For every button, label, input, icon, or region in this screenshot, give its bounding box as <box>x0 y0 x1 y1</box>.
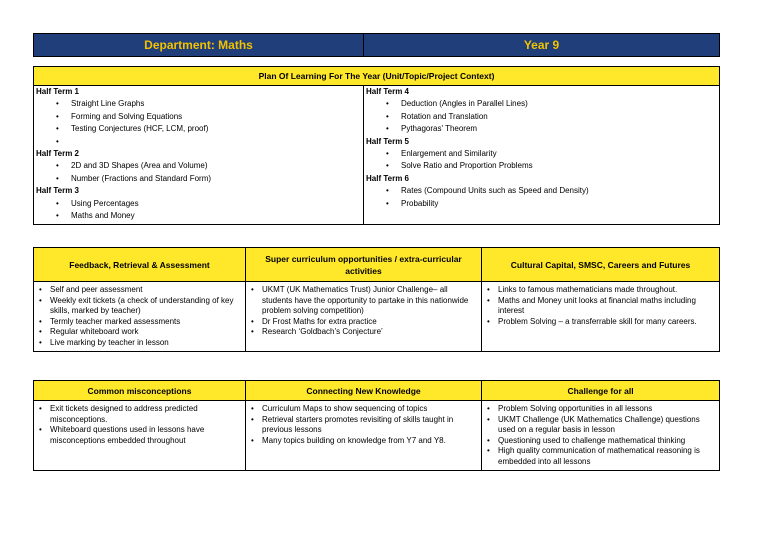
super-curriculum-list <box>248 285 479 338</box>
challenge-cell <box>482 401 720 471</box>
list-item: • UKMT (UK Mathematics Trust) Junior Challenge– all students have the opportunity to partake in this nationwide problem solving competition) <box>248 285 479 317</box>
topic-item: • 2D and 3D Shapes (Area and Volume) <box>36 160 361 172</box>
list-item: • Problem Solving – a transferrable skill for many careers. <box>484 317 717 328</box>
cultural-capital-header: Cultural Capital, SMSC, Careers and Futures <box>482 248 720 282</box>
feedback-list <box>36 285 243 348</box>
list-item: • High quality communication of mathematical reasoning is embedded into all lessons <box>484 446 717 467</box>
list-item: • Regular whiteboard work <box>36 327 243 338</box>
challenge-list <box>484 404 717 467</box>
plan-of-learning-table <box>33 66 720 225</box>
plan-title: Plan Of Learning For The Year (Unit/Topic/Project Context) <box>34 67 720 86</box>
topic-item: • Straight Line Graphs <box>36 98 361 110</box>
connecting-knowledge-cell <box>246 401 482 471</box>
list-item: • Retrieval starters promotes revisiting of skills taught in previous lessons <box>248 415 479 436</box>
plan-left-column <box>34 86 364 225</box>
list-item: • Self and peer assessment <box>36 285 243 296</box>
feedback-cell <box>34 282 246 352</box>
half-term-list <box>366 98 717 135</box>
year-title: Year 9 <box>364 34 720 57</box>
challenge-header: Challenge for all <box>482 381 720 401</box>
topic-item: • Rates (Compound Units such as Speed and Density) <box>366 185 717 197</box>
topic-item: • Forming and Solving Equations <box>36 111 361 123</box>
list-item: • Problem Solving opportunities in all lessons <box>484 404 717 415</box>
cultural-capital-list <box>484 285 717 327</box>
connecting-knowledge-header: Connecting New Knowledge <box>246 381 482 401</box>
topic-item: • Pythagoras' Theorem <box>366 123 717 135</box>
misconceptions-header: Common misconceptions <box>34 381 246 401</box>
misconceptions-list <box>36 404 243 446</box>
half-term-list <box>36 198 361 223</box>
header-table <box>33 33 720 57</box>
topic-item: • Rotation and Translation <box>366 111 717 123</box>
half-term-title: Half Term 4 <box>366 87 409 96</box>
list-item: • Curriculum Maps to show sequencing of topics <box>248 404 479 415</box>
plan-right-column <box>364 86 720 225</box>
topic-item: • Probability <box>366 198 717 210</box>
half-term-title: Half Term 3 <box>36 186 79 196</box>
half-term-title: Half Term 2 <box>36 149 79 159</box>
feedback-table <box>33 247 720 352</box>
feedback-header: Feedback, Retrieval & Assessment <box>34 248 246 282</box>
super-curriculum-header: Super curriculum opportunities / extra-curricular activities <box>246 248 482 282</box>
half-term-title: Half Term 5 <box>366 136 409 146</box>
topic-item: • Enlargement and Similarity <box>366 148 717 160</box>
list-item: • Research ‘Goldbach’s Conjecture’ <box>248 327 479 338</box>
list-item: • Dr Frost Maths for extra practice <box>248 317 479 328</box>
cultural-capital-cell <box>482 282 720 352</box>
list-item: • Termly teacher marked assessments <box>36 317 243 328</box>
list-item: • Whiteboard questions used in lessons have misconceptions embedded throughout <box>36 425 243 446</box>
super-curriculum-cell <box>246 282 482 352</box>
topic-item: • Deduction (Angles in Parallel Lines) <box>366 98 717 110</box>
half-term-list <box>366 148 717 173</box>
topic-item: • Testing Conjectures (HCF, LCM, proof) <box>36 123 361 135</box>
list-item: • Live marking by teacher in lesson <box>36 338 243 349</box>
list-item: • Maths and Money unit looks at financial maths including interest <box>484 296 717 317</box>
list-item: • Weekly exit tickets (a check of understanding of key skills, marked by teacher) <box>36 296 243 317</box>
half-term-title: Half Term 6 <box>366 173 409 183</box>
list-item: • UKMT Challenge (UK Mathematics Challenge) questions used on a regular basis in lesson <box>484 415 717 436</box>
misconceptions-table <box>33 380 720 471</box>
list-item: • Many topics building on knowledge from Y7 and Y8. <box>248 436 479 447</box>
topic-item: • Number (Fractions and Standard Form) <box>36 173 361 185</box>
list-item: • Exit tickets designed to address predicted misconceptions. <box>36 404 243 425</box>
half-term-list <box>36 98 361 148</box>
topic-item <box>36 136 361 148</box>
half-term-list <box>366 185 717 210</box>
list-item: • Links to famous mathematicians made throughout. <box>484 285 717 296</box>
list-item: • Questioning used to challenge mathematical thinking <box>484 436 717 447</box>
misconceptions-cell <box>34 401 246 471</box>
connecting-knowledge-list <box>248 404 479 446</box>
topic-item: • Maths and Money <box>36 210 361 222</box>
topic-item: • Using Percentages <box>36 198 361 210</box>
topic-item: • Solve Ratio and Proportion Problems <box>366 160 717 172</box>
department-title: Department: Maths <box>34 34 364 57</box>
half-term-title: Half Term 1 <box>36 87 79 96</box>
half-term-list <box>36 160 361 185</box>
